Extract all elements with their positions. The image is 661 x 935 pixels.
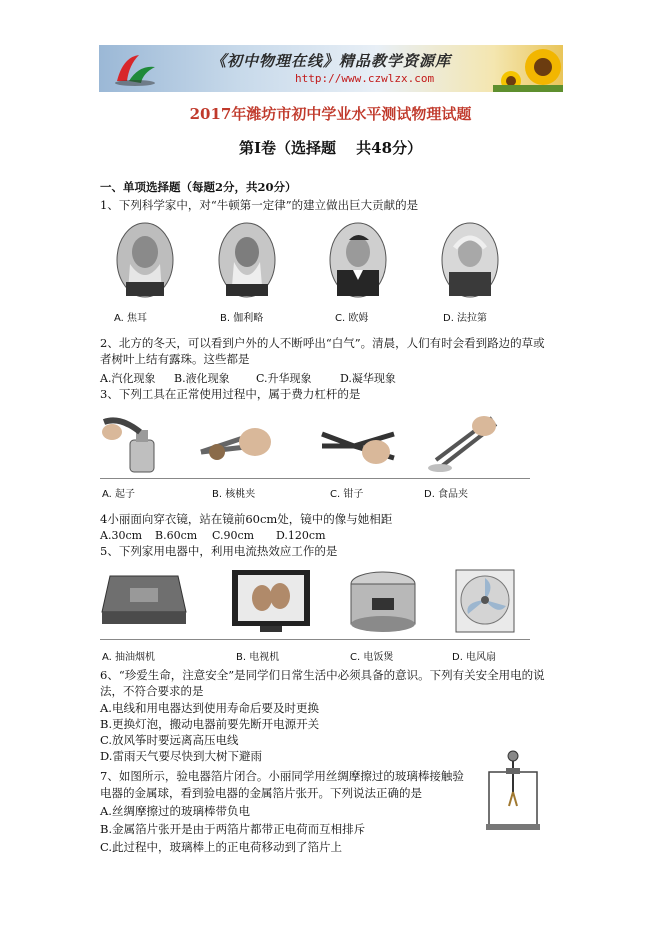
logo-icon <box>109 51 159 87</box>
portrait-faraday-image <box>441 222 499 298</box>
range-hood-image <box>100 568 188 634</box>
q3-caption-c: C. 钳子 <box>330 489 364 500</box>
q3-caption-a: A. 起子 <box>102 489 136 500</box>
bottle-opener-image <box>100 412 180 474</box>
q7-option-c: C.此过程中，玻璃棒上的正电荷移动到了箔片上 <box>100 840 343 854</box>
q6-option-b: B.更换灯泡，搬动电器前要先断开电源开关 <box>100 717 320 731</box>
part-heading: 一、单项选择题（每题2分，共20分） <box>100 180 297 194</box>
q7-stem-line2: 电器的金属球，看到验电器的金属箔片张开。下列说法正确的是 <box>100 786 422 800</box>
q2-option-a: A.汽化现象 <box>100 372 156 385</box>
q1-caption-b: B. 伽利略 <box>220 313 264 324</box>
q5-caption-b: B. 电视机 <box>236 652 280 663</box>
q5-caption-c: C. 电饭煲 <box>350 652 394 663</box>
q1-caption-c: C. 欧姆 <box>335 313 369 324</box>
banner-title: 《初中物理在线》精品教学资源库 <box>211 52 452 70</box>
sunflower-icon <box>493 45 563 92</box>
electric-fan-image <box>454 568 516 634</box>
q5-stem: 5、下列家用电器中，利用电流热效应工作的是 <box>100 544 338 558</box>
pliers-image <box>318 412 398 474</box>
q3-caption-d: D. 食品夹 <box>424 489 469 500</box>
q4-option-d: D.120cm <box>276 529 326 542</box>
portrait-joule-image <box>116 222 174 298</box>
q2-option-c: C.升华现象 <box>256 372 312 385</box>
q6-option-a: A.电线和用电器达到使用寿命后要及时更换 <box>100 701 319 715</box>
section-title: 第Ⅰ卷（选择题 共48分） <box>238 139 423 157</box>
q6-option-c: C.放风筝时要远离高压电线 <box>100 733 239 747</box>
q3-caption-b: B. 核桃夹 <box>212 489 256 500</box>
banner-url: http://www.czwlzx.com <box>295 72 435 85</box>
q2-stem-line1: 2、北方的冬天，可以看到户外的人不断呼出“白气”。清晨，人们有时会看到路边的草或 <box>100 336 545 350</box>
electroscope-image <box>484 748 542 832</box>
portrait-galileo-image <box>218 222 276 298</box>
q7-stem-line1: 7、如图所示，验电器箔片闭合。小丽同学用丝绸摩擦过的玻璃棒接触验 <box>100 769 464 783</box>
q6-option-d: D.雷雨天气要尽快到大树下避雨 <box>100 749 262 763</box>
q4-option-b: B.60cm <box>155 529 198 542</box>
q7-option-a: A.丝绸摩擦过的玻璃棒带负电 <box>100 804 250 818</box>
rice-cooker-image <box>348 568 418 634</box>
q6-stem-line2: 法，不符合要求的是 <box>100 684 204 698</box>
resource-banner <box>99 45 563 92</box>
q2-stem-line2: 者树叶上结有露珠。这些都是 <box>100 352 250 366</box>
q5-caption-d: D. 电风扇 <box>452 652 497 663</box>
q2-option-d: D.凝华现象 <box>340 372 396 385</box>
q6-stem-line1: 6、“珍爱生命，注意安全”是同学们日常生活中必须具备的意识。下列有关安全用电的说 <box>100 668 545 682</box>
q5-caption-a: A. 抽油烟机 <box>102 652 156 663</box>
q4-option-a: A.30cm <box>100 529 143 542</box>
q3-stem: 3、下列工具在正常使用过程中，属于费力杠杆的是 <box>100 387 361 401</box>
nutcracker-image <box>195 412 275 474</box>
q2-option-b: B.液化现象 <box>174 372 230 385</box>
q4-option-c: C.90cm <box>212 529 255 542</box>
q1-stem: 1、下列科学家中，对“牛顿第一定律”的建立做出巨大贡献的是 <box>100 198 419 212</box>
q4-stem: 4小丽面向穿衣镜，站在镜前60cm处，镜中的像与她相距 <box>100 512 393 526</box>
q3-divider <box>100 478 530 479</box>
q1-caption-a: A. 焦耳 <box>114 313 148 324</box>
q5-divider <box>100 639 530 640</box>
food-tongs-image <box>422 412 502 474</box>
television-image <box>230 568 312 634</box>
q1-caption-d: D. 法拉第 <box>443 313 488 324</box>
document-title: 2017年潍坊市初中学业水平测试物理试题 <box>189 105 472 123</box>
portrait-ohm-image <box>329 222 387 298</box>
q7-option-b: B.金属箔片张开是由于两箔片都带正电荷而互相排斥 <box>100 822 366 836</box>
